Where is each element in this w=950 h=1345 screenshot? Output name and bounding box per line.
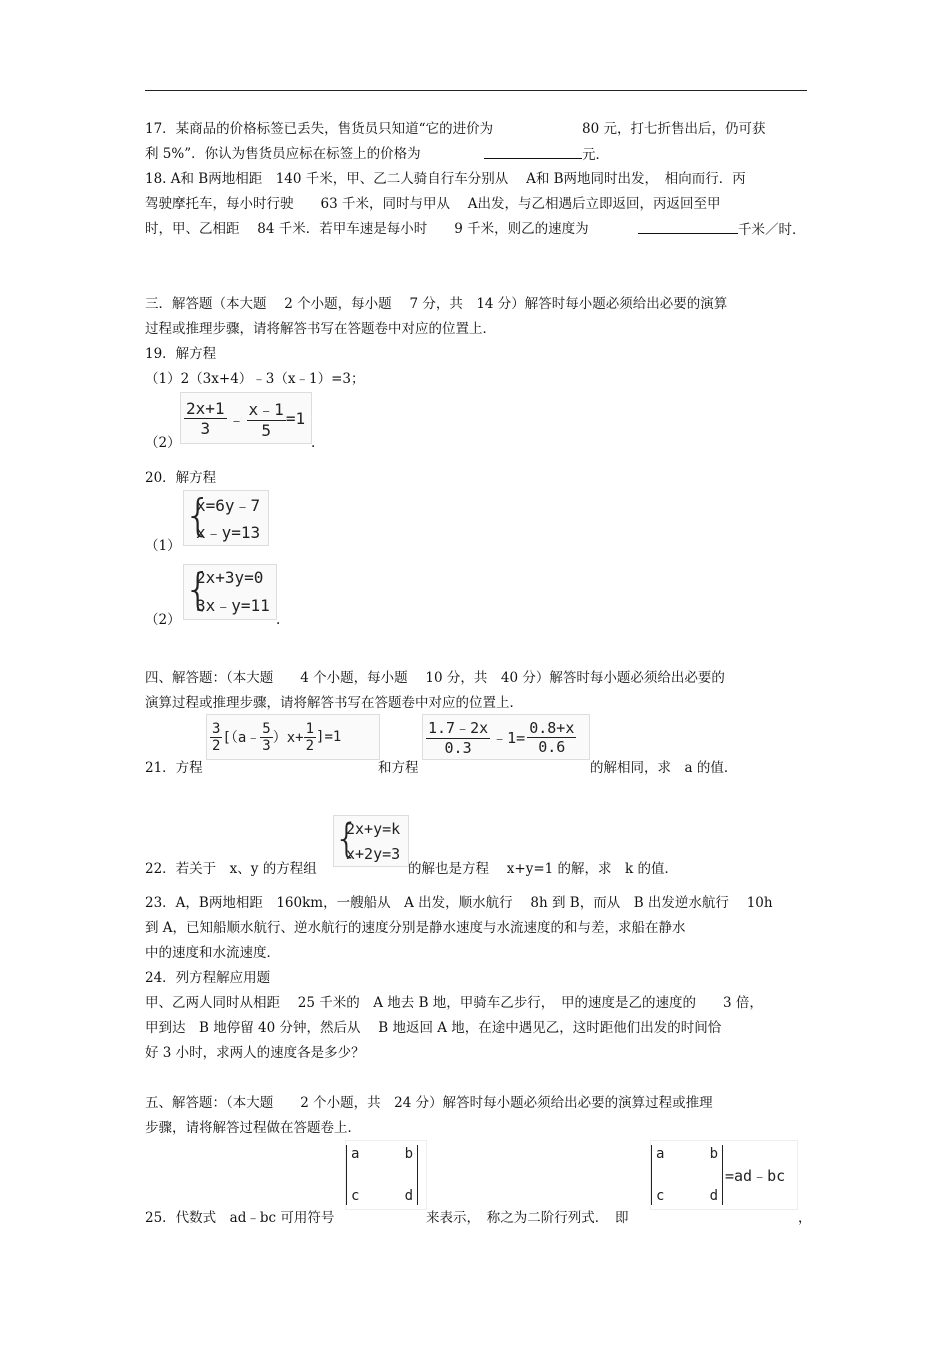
sec5-line1: 五、解答题：（本大题 2 个小题，共 24 分）解答时每小题必须给出必要的演算过程或推理 bbox=[145, 1095, 713, 1111]
q24-title: 24．列方程解应用题 bbox=[145, 970, 271, 986]
q19-title: 19．解方程 bbox=[145, 346, 217, 362]
term: ﹣1= bbox=[492, 728, 526, 747]
q23-line1: 23．A，B两地相距 160km，一艘船从 A 出发，顺水航行 8h 到 B，而从 B 出发逆水航行 10h bbox=[145, 895, 773, 911]
q18-text3: 时，甲、乙相距 84 千米．若甲车速是每小时 9 千米，则乙的速度为 bbox=[145, 221, 589, 237]
q17-line2 bbox=[145, 146, 421, 162]
q21-equation1-image bbox=[206, 714, 380, 760]
q17-text2: 利 5%”．你认为售货员应标在标签上的价格为 bbox=[145, 146, 421, 162]
equation: x+2y=3 bbox=[346, 844, 401, 863]
q25-text-a: 25．代数式 ad﹣bc 可用符号 bbox=[145, 1210, 335, 1226]
fraction: $\frac{5}{3}$ bbox=[262, 720, 271, 754]
fraction: $\frac{x﹣1}{5}$ bbox=[247, 397, 286, 440]
q25-determinant-formula-image bbox=[650, 1140, 798, 1210]
q20-system2-image bbox=[183, 564, 277, 620]
sec4-line2: 演算过程或推理步骤，请将解答书写在答题卷中对应的位置上． bbox=[145, 695, 523, 711]
equation: 3x﹣y=11 bbox=[196, 596, 270, 615]
q22-text-b: 的解也是方程 x+y=1 的解，求 k 的值． bbox=[408, 861, 679, 877]
q17-line1b: 80 元，打七折售出后，仍可获 bbox=[582, 121, 766, 137]
answer-blank[interactable] bbox=[484, 146, 582, 159]
q20-part2-end: . bbox=[276, 612, 281, 628]
sec4-line1: 四、解答题：（本大题 4 个小题，每小题 10 分，共 40 分）解答时每小题必须给出必要的 bbox=[145, 670, 725, 686]
det-entry: a bbox=[351, 1146, 360, 1162]
fraction: $\frac{3}{2}$ bbox=[212, 720, 221, 754]
q19-part2-label: （2） bbox=[145, 435, 181, 451]
q20-part1-label: （1） bbox=[145, 538, 181, 554]
q18-answer[interactable] bbox=[638, 221, 806, 238]
equation: 2x+3y=0 bbox=[196, 568, 264, 587]
q23-line3: 中的速度和水流速度． bbox=[145, 945, 280, 961]
term: [（a﹣ bbox=[222, 730, 261, 746]
q18-line3 bbox=[145, 221, 589, 237]
q17-answer-blank[interactable] bbox=[484, 146, 609, 163]
fraction: $\frac{2x+1}{3}$ bbox=[186, 398, 225, 438]
q17-text: 17．某商品的价格标签已丢失，售货员只知道“它的进价为 bbox=[145, 121, 494, 137]
det-rhs: =ad﹣bc bbox=[725, 1166, 786, 1185]
q20-part2-label: （2） bbox=[145, 612, 181, 628]
equation: x﹣y=13 bbox=[196, 523, 261, 542]
sec5-line2: 步骤，请将解答过程做在答题卷上． bbox=[145, 1120, 361, 1136]
q22-text-a: 22．若关于 x、y 的方程组 bbox=[145, 861, 317, 877]
fraction: $\frac{1}{2}$ bbox=[305, 720, 315, 754]
q20-system1-image bbox=[183, 490, 269, 546]
q21-text-a: 21．方程 bbox=[145, 760, 203, 776]
det-entry: b bbox=[404, 1146, 413, 1162]
q17-line1 bbox=[145, 121, 493, 137]
rhs: =1 bbox=[285, 408, 306, 428]
q17-unit: 元． bbox=[582, 147, 609, 163]
term: ）x+ bbox=[272, 730, 304, 746]
brace-icon: { bbox=[184, 564, 212, 615]
q25-text-c: ， bbox=[798, 1210, 812, 1226]
q20-title: 20．解方程 bbox=[145, 470, 217, 486]
q24-line1: 甲、乙两人同时从相距 25 千米的 A 地去 B 地，甲骑车乙步行， 甲的速度是乙的速度的 3 倍， bbox=[145, 995, 763, 1011]
term: ]=1 bbox=[316, 729, 342, 745]
q19-part1: （1）2（3x+4）﹣3（x﹣1）=3； bbox=[145, 371, 365, 387]
q24-line3: 好 3 小时，求两人的速度各是多少？ bbox=[145, 1045, 365, 1061]
equation: x=6y﹣7 bbox=[196, 496, 261, 515]
equation: 2x+y=k bbox=[346, 819, 401, 838]
operator: ﹣ bbox=[228, 409, 245, 429]
q25-determinant-image bbox=[345, 1140, 427, 1210]
q19-equation-image bbox=[180, 392, 312, 444]
det-entry: c bbox=[351, 1188, 360, 1204]
q25-text-b: 来表示， 称之为二阶行列式． 即 bbox=[426, 1210, 629, 1226]
q18-unit: 千米／时． bbox=[738, 222, 806, 238]
det-entry: d bbox=[404, 1188, 413, 1204]
answer-blank[interactable] bbox=[638, 221, 738, 234]
brace-icon: { bbox=[184, 490, 212, 541]
q18-line1: 18. A和 B两地相距 140 千米，甲、乙二人骑自行车分别从 A和 B两地同时出发， 相向而行．丙 bbox=[145, 171, 746, 187]
q23-line2: 到 A，已知船顺水航行、逆水航行的速度分别是静水速度与水流速度的和与差，求船在静水 bbox=[145, 920, 686, 936]
det-entry: c bbox=[656, 1188, 665, 1204]
brace-icon: { bbox=[334, 816, 360, 862]
q21-text-c: 的解相同，求 a 的值． bbox=[590, 760, 738, 776]
q18-line2: 驾驶摩托车，每小时行驶 63 千米，同时与甲从 A出发，与乙相遇后立即返回，丙返回至甲 bbox=[145, 196, 721, 212]
header-rule bbox=[145, 90, 807, 91]
q21-equation2-image bbox=[422, 714, 590, 760]
q19-part2-end: . bbox=[311, 435, 316, 451]
sec3-line1: 三．解答题（本大题 2 个小题，每小题 7 分，共 14 分）解答时每小题必须给出必要的演算 bbox=[145, 296, 728, 312]
sec3-line2: 过程或推理步骤，请将解答书写在答题卷中对应的位置上． bbox=[145, 321, 496, 337]
fraction: $\frac{0.8+x}{0.6}$ bbox=[529, 718, 575, 756]
det-entry: b bbox=[709, 1146, 718, 1162]
det-entry: d bbox=[709, 1188, 718, 1204]
q21-text-b: 和方程 bbox=[378, 760, 419, 776]
fraction: $\frac{1.7﹣2x}{0.3}$ bbox=[428, 719, 489, 757]
q24-line2: 甲到达 B 地停留 40 分钟，然后从 B 地返回 A 地，在途中遇见乙，这时距他们出发的时间恰 bbox=[145, 1020, 722, 1036]
det-entry: a bbox=[656, 1146, 665, 1162]
q22-system-image bbox=[333, 815, 409, 867]
